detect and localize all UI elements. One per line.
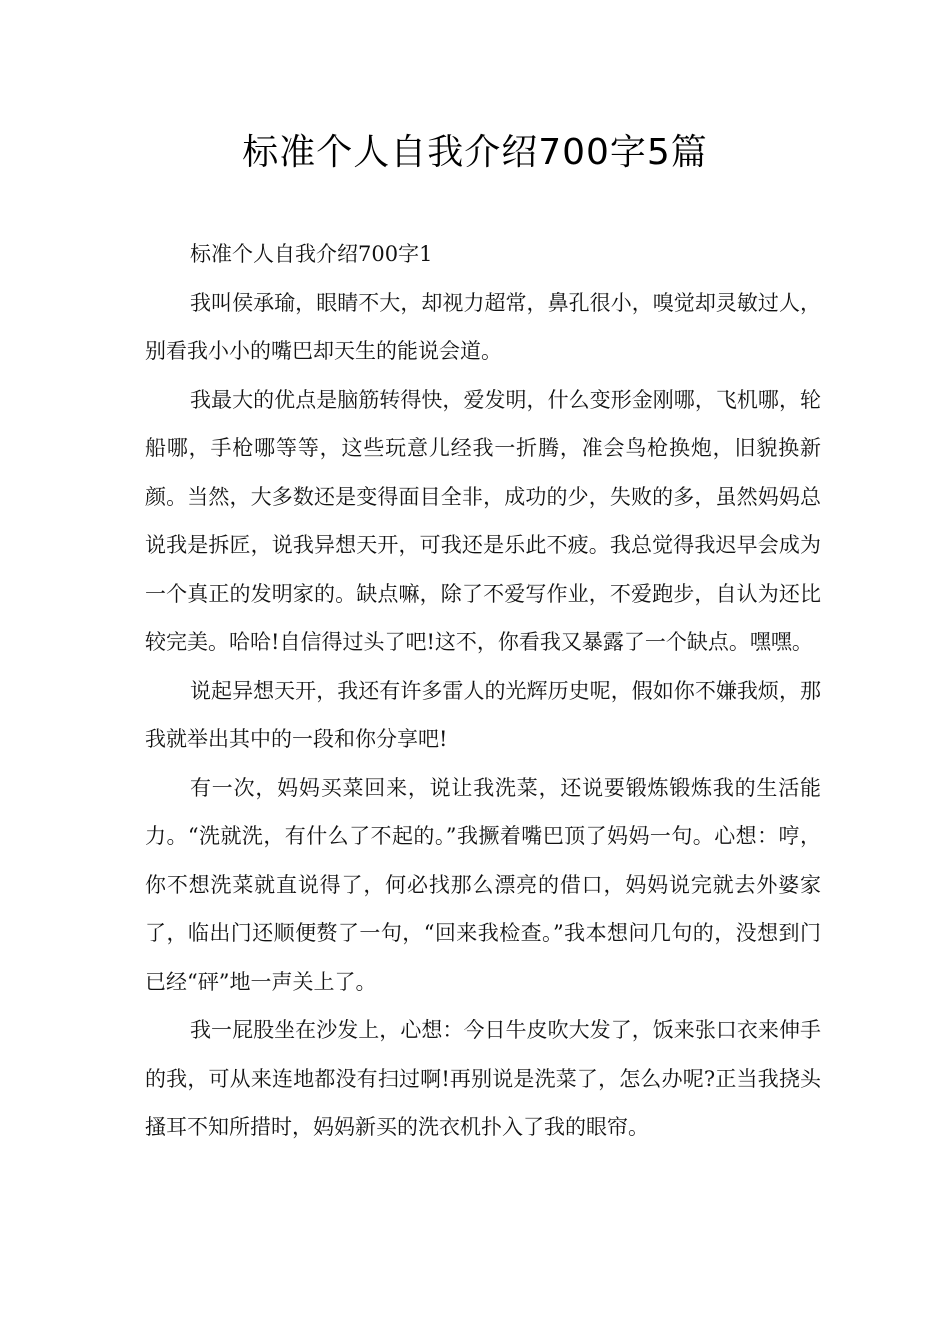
paragraph: 我叫侯承瑜，眼睛不大，却视力超常，鼻孔很小，嗅觉却灵敏过人，别看我小小的嘴巴却天生的能说会道。 [145,290,821,363]
paragraph: 说起异想天开，我还有许多雷人的光辉历史呢，假如你不嫌我烦，那我就举出其中的一段和你分享吧! [145,678,821,751]
section-heading: 标准个人自我介绍700字1 [190,242,433,266]
paragraph: 有一次，妈妈买菜回来，说让我洗菜，还说要锻炼锻炼我的生活能力。“洗就洗，有什么了不起的。”我撅着嘴巴顶了妈妈一句。心想：哼，你不想洗菜就直说得了，何必找那么漂亮的借口，妈妈说完就去外婆家了，临出门还顺便赘了一句，“回来我检查。”我本想问几句的，没想到门已经“砰”地一声关上了。 [145,775,821,994]
document-body [145,230,821,1152]
paragraph: 我一屁股坐在沙发上，心想：今日牛皮吹大发了，饭来张口衣来伸手的我，可从来连地都没有扫过啊!再别说是洗菜了，怎么办呢?正当我挠头搔耳不知所措时，妈妈新买的洗衣机扑入了我的眼帘。 [145,1018,821,1139]
document-title: 标准个人自我介绍700字5篇 [242,132,708,173]
paragraph: 我最大的优点是脑筋转得快，爱发明，什么变形金刚哪，飞机哪，轮船哪，手枪哪等等，这些玩意儿经我一折腾，准会鸟枪换炮，旧貌换新颜。当然，大多数还是变得面目全非，成功的少，失败的多，虽然妈妈总说我是拆匠，说我异想天开，可我还是乐此不疲。我总觉得我迟早会成为一个真正的发明家的。缺点嘛，除了不爱写作业，不爱跑步，自认为还比较完美。哈哈!自信得过头了吧!这不，你看我又暴露了一个缺点。嘿嘿。 [145,387,821,654]
